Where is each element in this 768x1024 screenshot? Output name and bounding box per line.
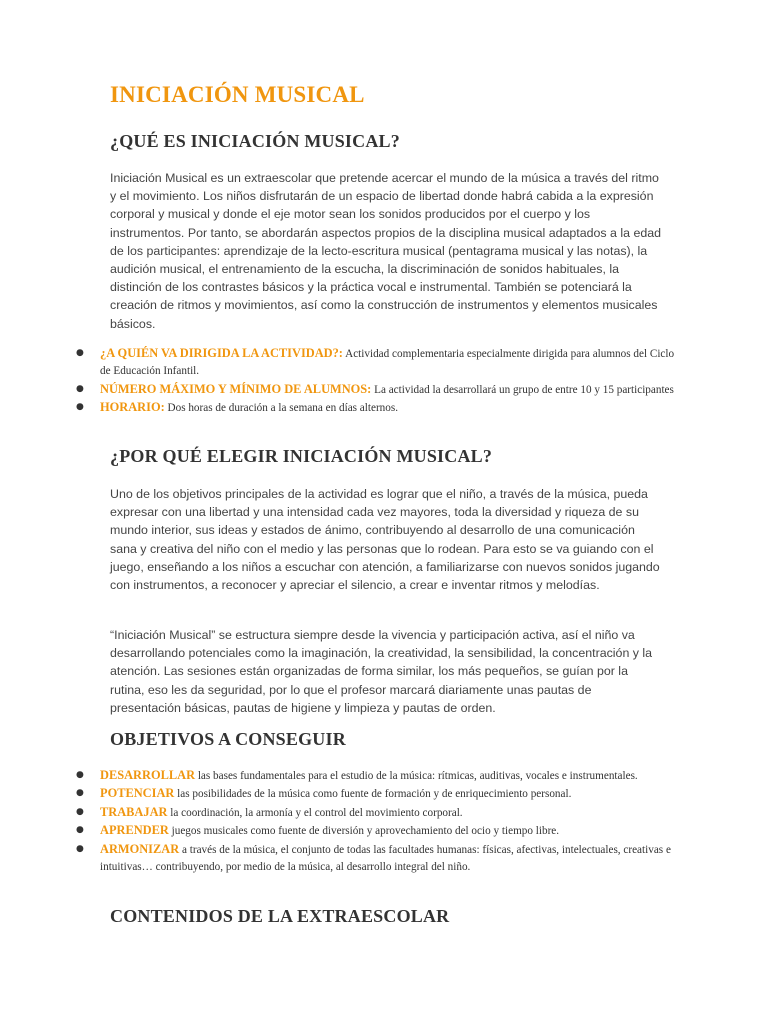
bullet-icon: ● [76, 348, 84, 358]
info-list-item-horario [0, 399, 680, 417]
info-text: Actividad complementaria especialmente dirigida para alumnos del Ciclo de Educación Infantil. [100, 348, 675, 378]
bullet-icon: ● [76, 383, 84, 394]
info-list-item-destinatarios [0, 345, 680, 381]
objective-label: POTENCIAR [100, 786, 175, 801]
section-heading-objetivos: OBJETIVOS A CONSEGUIR [110, 729, 346, 749]
bullet-icon: ● [76, 806, 84, 817]
info-list-item-alumnos [0, 381, 680, 399]
info-label: NÚMERO MÁXIMO Y MÍNIMO DE ALUMNOS: [100, 381, 372, 396]
section-heading-contenidos: CONTENIDOS DE LA EXTRAESCOLAR [110, 906, 450, 926]
section-paragraph-por-que-1: Uno de los objetivos principales de la actividad es lograr que el niño, a través de la música, pueda expresar con una libertad y una intensidad cada vez mayores, toda la diversidad y riqueza de su mundo interior, sus ideas y estados de ánimo, contribuyendo al desarrollo de una comunicación sana y creativa del niño con el medio y las personas que lo rodean. Para esto se va guiando con el juego, enseñando a los niños a escuchar con atención, a familiarizarse con nuevos sonidos jugando con instrumentos, a reconocer y apreciar el silencio, a crear e inventar ritmos y melodías. [110, 487, 660, 593]
info-label: ¿A QUIÉN VA DIRIGIDA LA ACTIVIDAD?: [100, 346, 343, 360]
objective-text: las bases fundamentales para el estudio de la música: rítmicas, auditivas, vocales e instrumentales. [195, 770, 638, 782]
info-list [0, 345, 768, 418]
info-text: La actividad la desarrollará un grupo de entre 10 y 15 participantes [371, 383, 674, 396]
objective-label: ARMONIZAR [100, 841, 180, 856]
objective-item [0, 841, 680, 877]
bullet-icon: ● [76, 402, 84, 413]
bullet-icon: ● [76, 825, 84, 836]
objective-label: TRABAJAR [100, 804, 168, 819]
objective-label: DESARROLLAR [100, 768, 196, 782]
objective-text: la coordinación, la armonía y el control del movimiento corporal. [167, 806, 463, 819]
bullet-icon: ● [76, 788, 84, 799]
section-paragraph-que-es: Iniciación Musical es un extraescolar que pretende acercar el mundo de la música a través del ritmo y el movimiento. Los niños disfrutarán de un espacio de libertad donde habrá cabida a la expresión corporal y musical y donde el eje motor sean los sonidos producidos por el cuerpo y los instrumentos. Por tanto, se abordarán aspectos propios de la disciplina musical adaptados a la edad de los participantes: aprendizaje de la lecto-escritura musical (pentagrama musical y las notas), la audición musical, el entrenamiento de la escucha, la discriminación de sonidos habituales, la distinción de los contrastes básicos y la práctica vocal e instrumental. También se potenciará la creación de ritmos y movimientos, así como la construcción de instrumentos y elementos musicales básicos. [110, 171, 662, 331]
section-heading-por-que: ¿POR QUÉ ELEGIR INICIACIÓN MUSICAL? [110, 446, 493, 466]
section-paragraph-por-que-2: “Iniciación Musical” se estructura siempre desde la vivencia y participación activa, así el niño va desarrollando potenciales como la imaginación, la creatividad, la sensibilidad, la concentración y la atención. Las sesiones están organizadas de forma similar, los más pequeños, se guían por la rutina, eso les da seguridad, por lo que el profesor marcará diariamente unas pautas de presentación básicas, pautas de higiene y limpieza y pautas de orden. [110, 628, 653, 715]
info-text: Dos horas de duración a la semana en días alternos. [164, 402, 399, 415]
bullet-icon: ● [76, 843, 84, 854]
objective-label: APRENDER [100, 823, 169, 838]
objective-item [0, 822, 680, 840]
objective-item [0, 804, 680, 822]
objective-text: las posibilidades de la música como fuente de formación y de enriquecimiento personal. [174, 788, 572, 801]
section-heading-que-es: ¿QUÉ ES INICIACIÓN MUSICAL? [110, 131, 400, 151]
page-title: INICIACIÓN MUSICAL [110, 82, 365, 107]
bullet-icon: ● [76, 770, 84, 780]
objective-text: a través de la música, el conjunto de todas las facultades humanas: físicas, afectivas, intelectuales, creativas e intuitivas… contribuyendo, por medio de la música, al desarrollo integral del niño. [100, 843, 671, 874]
objectives-list [0, 767, 768, 876]
info-label: HORARIO: [100, 400, 165, 415]
objective-text: juegos musicales como fuente de diversión y aprovechamiento del ocio y tiempo libre. [168, 825, 560, 838]
objective-item [0, 767, 680, 785]
objective-item [0, 785, 680, 803]
